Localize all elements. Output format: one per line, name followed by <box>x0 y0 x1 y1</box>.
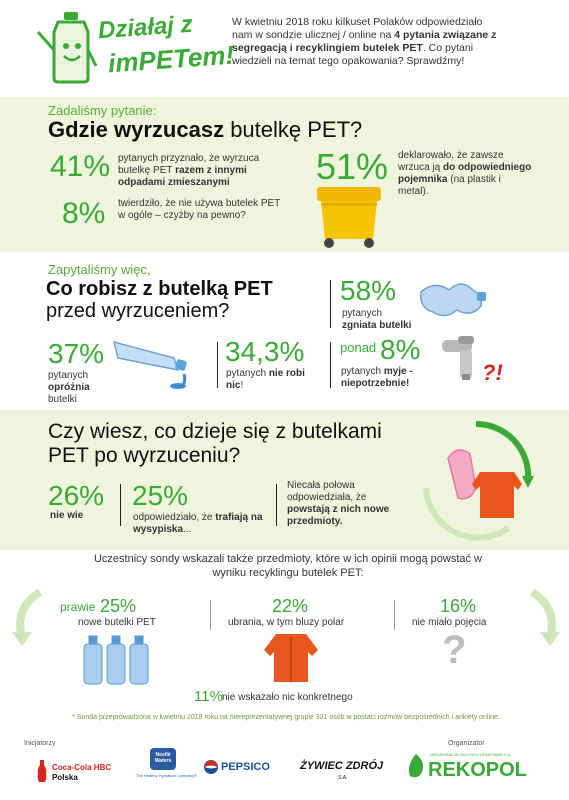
pouring-bottle-icon <box>104 330 199 390</box>
s3-stat1-text: nie wie <box>50 510 84 521</box>
s2-stat3-text-post: ! <box>240 380 244 391</box>
logo-line-1: Działaj z <box>97 10 194 45</box>
nestle-tagline: The Healthy Hydration Company® <box>136 773 197 778</box>
s2-stat4-text-bold: myje - niepotrzebnie! <box>341 366 413 389</box>
s3-stat2-text-post: ... <box>183 524 192 535</box>
divider <box>120 484 121 526</box>
s2-stat1-text-bold: zgniata butelki <box>342 320 412 331</box>
intro-pre: W kwietniu 2018 roku kilkuset Polaków odpowiedziało nam w sondzie ulicznej / online na <box>232 16 483 41</box>
section3-question: Czy wiesz, co dzieje się z butelkami PET po wyrzuceniu? <box>48 420 382 467</box>
s4-stat4-text: nie wskazało nic konkretnego <box>222 692 353 703</box>
s4-stat1-pct: 25% <box>100 596 137 616</box>
fleece-jacket-icon <box>262 630 320 684</box>
s2-stat2-text-bold: opróżnia <box>48 382 90 393</box>
cocacola-logo-line1: Coca-Cola HBC <box>52 763 112 772</box>
section4-intro: Uczestnicy sondy wskazali także przedmioty, które w ich opinii mogą powstać w wyniku recyklingu butelek PET: <box>93 553 482 579</box>
s2-stat1-pct: 58% <box>340 275 397 306</box>
s3-stat3-text <box>287 480 407 528</box>
section1-question <box>48 117 362 143</box>
s4-stat1-text: nowe butelki PET <box>78 617 156 628</box>
s1-stat3-text-bold: do odpowiedniego pojemnika <box>398 162 532 185</box>
exclaim-mark: ?! <box>482 360 503 385</box>
organizer-label: Organizator <box>448 740 485 747</box>
divider <box>276 484 277 526</box>
s2-stat3-pct: 34,3% <box>225 336 305 367</box>
s4-stat4-pct: 11% <box>194 688 223 705</box>
divider <box>330 280 331 328</box>
divider <box>394 600 395 630</box>
s3-stat2-text-pre: odpowiedziało, że <box>133 512 216 523</box>
section2-question-bold: Co robisz z butelką PET <box>46 278 273 300</box>
s2-stat3-text-bold: nie robi nic <box>226 368 305 391</box>
intro-bold: 4 pytania związane z segregacją i recyklingiem butelek PET <box>232 29 497 54</box>
left-arrow-icon <box>10 588 50 648</box>
nestle-logo-text: Nestlé Waters <box>154 752 172 764</box>
s1-stat1-text-pre: pytanych przyznało, że wyrzuca butelkę PET <box>118 153 260 176</box>
bottles-icon <box>80 632 152 686</box>
section2-question-light: przed wyrzuceniem? <box>46 300 230 322</box>
rekopol-logo: REKOPOL <box>428 759 527 781</box>
logo-line-2: imPETem! <box>107 39 236 79</box>
pepsico-globe-icon <box>204 760 218 774</box>
s1-stat2-text: twierdziło, że nie używa butelek PET w ogóle – czyżby na pewno? <box>118 198 281 221</box>
pepsico-logo: PEPSICO <box>221 761 270 773</box>
zywiec-logo-sub: S.A. <box>338 775 348 781</box>
section1-question-bold: Gdzie wyrzucasz <box>48 117 225 142</box>
s4-stat2-pct: 22% <box>272 596 309 616</box>
intro-post: . Co pytani wiedzieli na temat tego opakowania? Sprawdźmy! <box>232 42 474 67</box>
s2-stat2-text-pre: pytanych <box>48 370 89 381</box>
rekopol-sub: ORGANIZACJA ODZYSKU OPAKOWAŃ S.A. <box>430 752 512 757</box>
cocacola-logo-line2: Polska <box>52 773 78 782</box>
s3-stat2-text-bold: trafiają na wysypiska <box>133 512 263 535</box>
s1-stat3-text-pre: deklarowało, że zawsze wrzuca ją <box>398 150 504 173</box>
initiators-label: Inicjatorzy <box>24 740 56 747</box>
right-arrow-icon <box>522 588 562 648</box>
s2-stat2-text-post: butelki <box>48 394 77 405</box>
s2-stat1-text-pre: pytanych <box>342 308 383 319</box>
crushed-bottle-icon <box>415 274 490 324</box>
question-mark-icon: ? <box>442 628 467 672</box>
s4-stat2-text: ubrania, w tym bluzy polar <box>228 617 345 628</box>
divider <box>210 600 211 630</box>
s1-stat2-pct: 8% <box>62 197 106 230</box>
zywiec-logo: ŻYWIEC ZDRÓJ <box>300 760 384 772</box>
divider <box>217 342 218 388</box>
bottle-mascot-icon <box>30 10 100 85</box>
s1-stat3-pct: 51% <box>316 146 389 187</box>
s2-stat4-pct: 8% <box>380 334 421 365</box>
recycling-bin-icon <box>315 185 385 251</box>
s2-stat1-text <box>342 308 412 332</box>
footnote: * Sonda przeprowadzona w kwietniu 2018 roku na niereprezentatywnej grupie 331 osób w postaci rozmów bezpośrednich i ankiety online. <box>72 714 500 721</box>
s3-stat3-text-bold: powstają z nich nowe przedmioty. <box>287 504 390 527</box>
rekopol-leaf-icon <box>406 754 426 780</box>
s4-stat3-text: nie miało pojęcia <box>412 617 487 628</box>
s2-stat4-text-pre: pytanych <box>341 366 384 377</box>
jacket-icon <box>472 472 522 518</box>
s4-stat3-pct: 16% <box>440 596 477 616</box>
s3-stat3-text-pre: Niecała połowa odpowiedziała, że <box>287 480 367 503</box>
s1-stat1-text-bold: razem z innymi odpadami zmieszanymi <box>118 165 247 188</box>
recycle-loop-icon <box>418 418 534 542</box>
s1-stat3-text-post: (na plastik i metal). <box>398 174 501 197</box>
s3-stat2-pct: 25% <box>132 480 189 511</box>
s2-stat3-text-pre: pytanych <box>226 368 269 379</box>
section1-question-light: butelkę PET? <box>224 117 363 142</box>
intro-text <box>232 16 502 68</box>
divider <box>330 342 331 388</box>
s2-stat2-pct: 37% <box>48 338 105 369</box>
s2-stat4-text <box>341 366 431 390</box>
s1-stat1-text <box>118 153 288 189</box>
pink-bottle-icon <box>448 450 476 499</box>
faucet-icon <box>438 334 480 384</box>
section2-lead: Zapytaliśmy więc, <box>48 262 151 277</box>
s1-stat1-pct: 41% <box>50 150 111 183</box>
s4-stat1-prefix: prawie <box>60 600 96 614</box>
section1-lead: Zadaliśmy pytanie: <box>48 103 157 118</box>
s3-stat2-text <box>133 512 263 536</box>
s3-stat1-pct: 26% <box>48 480 105 511</box>
s2-stat3-text <box>226 368 306 392</box>
s1-stat3-text <box>398 150 533 198</box>
coca-cola-bottle-icon <box>36 760 48 782</box>
s2-stat4-prefix: ponad <box>340 340 377 355</box>
